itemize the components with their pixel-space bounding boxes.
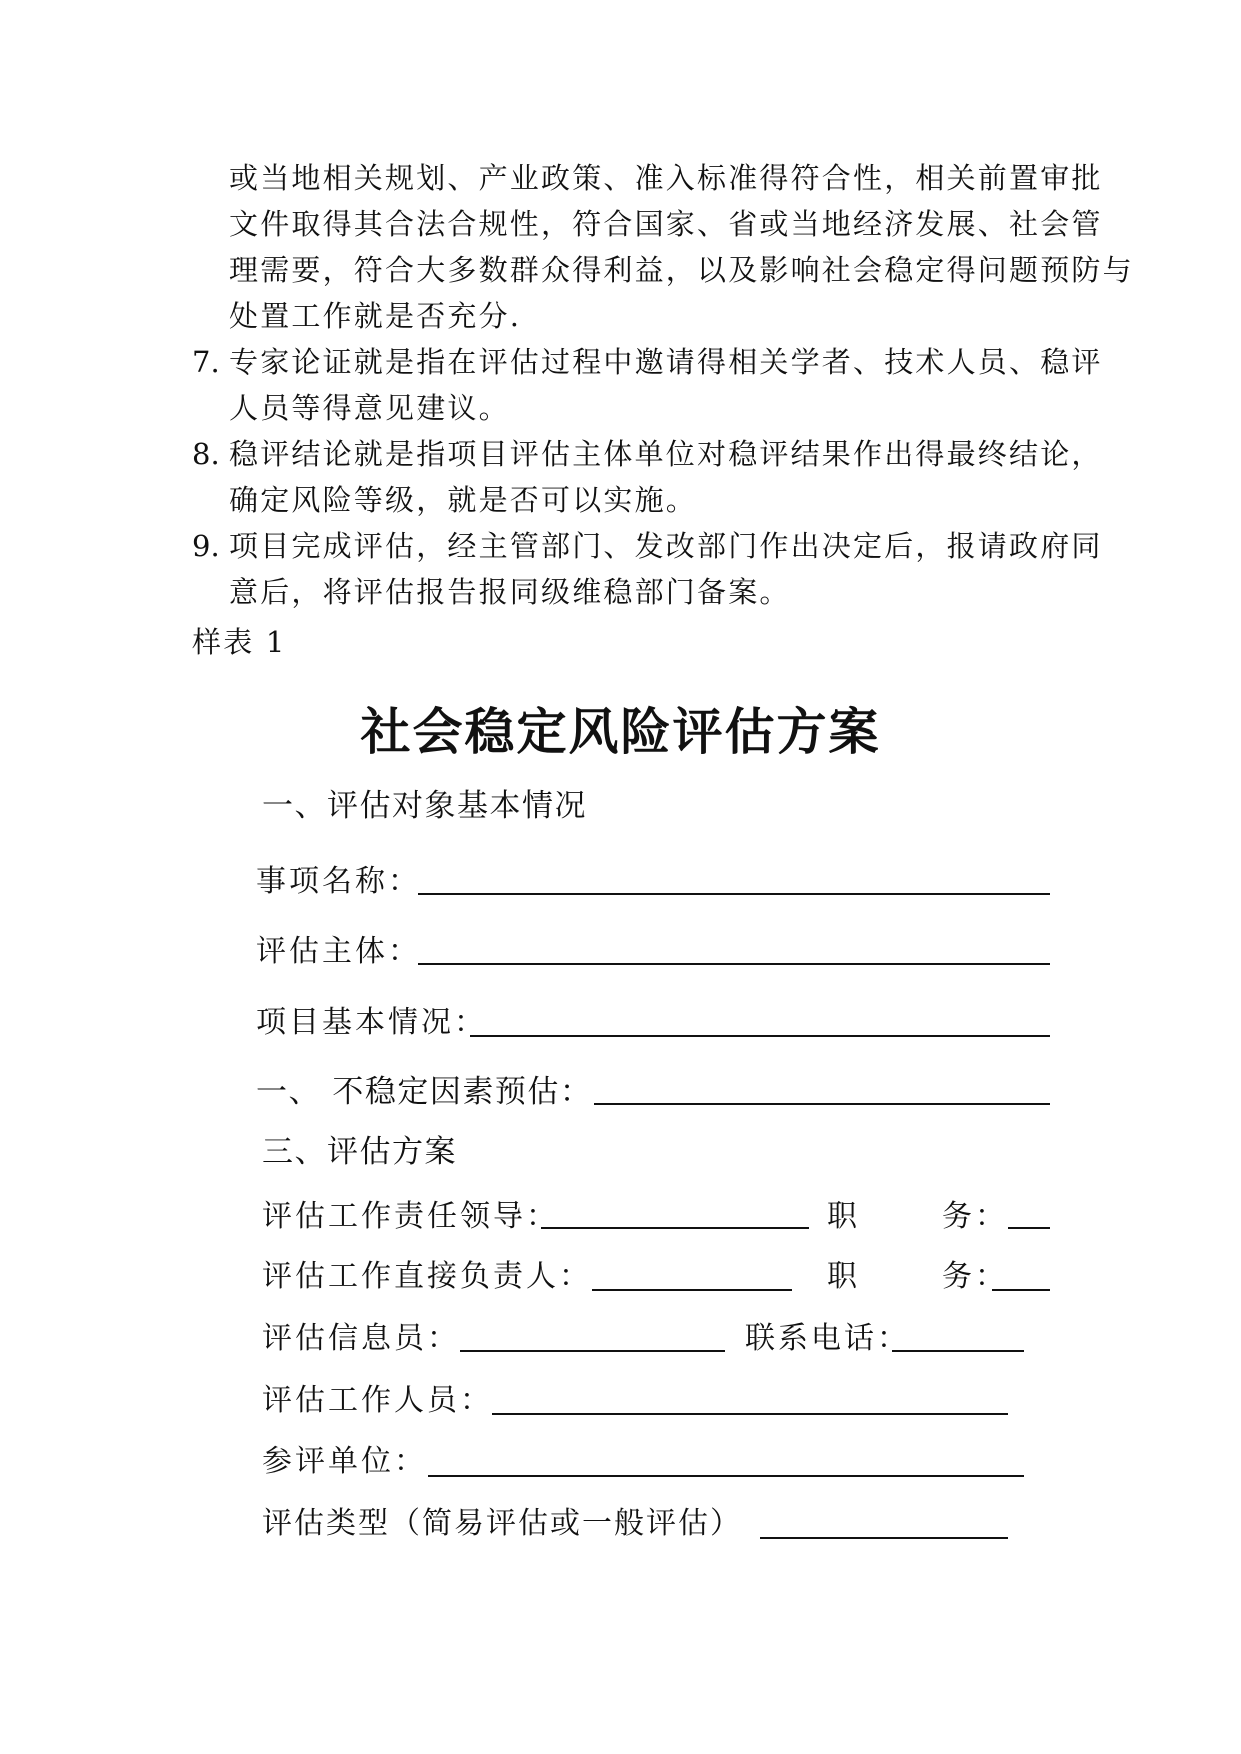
assessment-type-label: 评估类型（简易评估或一般评估） bbox=[262, 1506, 742, 1541]
item7-line-2: 人员等得意见建议。 bbox=[229, 391, 510, 425]
item8-line-2: 确定风险等级，就是否可以实施。 bbox=[229, 483, 698, 517]
units-field[interactable] bbox=[428, 1475, 1024, 1477]
item7-number: 7. bbox=[192, 345, 220, 379]
leader-field[interactable] bbox=[541, 1227, 809, 1229]
leader-position-label: 职 bbox=[827, 1199, 860, 1234]
section2-heading: 一、 不稳定因素预估： bbox=[256, 1074, 593, 1110]
item-name-field[interactable] bbox=[418, 893, 1050, 895]
item9-line-2: 意后，将评估报告报同级维稳部门备案。 bbox=[229, 575, 791, 609]
subject-label: 评估主体： bbox=[256, 934, 421, 969]
para6-line-4: 处置工作就是否充分. bbox=[229, 299, 522, 333]
para6-line-2: 文件取得其合法合规性，符合国家、省或当地经济发展、社会管 bbox=[229, 207, 1103, 241]
direct-head-position-field[interactable] bbox=[992, 1289, 1050, 1291]
sample-table-label: 样表 1 bbox=[192, 625, 287, 659]
para6-line-1: 或当地相关规划、产业政策、准入标准得符合性，相关前置审批 bbox=[229, 161, 1103, 195]
direct-head-field[interactable] bbox=[592, 1289, 792, 1291]
item7-line-1: 专家论证就是指在评估过程中邀请得相关学者、技术人员、稳评 bbox=[229, 345, 1103, 379]
section3-heading: 三、评估方案 bbox=[262, 1134, 457, 1170]
direct-head-position-label-2: 务： bbox=[942, 1259, 1008, 1294]
phone-field[interactable] bbox=[892, 1350, 1024, 1352]
item-name-label: 事项名称： bbox=[256, 864, 421, 899]
staff-label: 评估工作人员： bbox=[262, 1383, 493, 1418]
phone-label: 联系电话： bbox=[745, 1321, 910, 1356]
unstable-factors-field[interactable] bbox=[594, 1103, 1050, 1105]
direct-head-position-label: 职 bbox=[827, 1259, 860, 1294]
project-info-field[interactable] bbox=[470, 1035, 1050, 1037]
info-officer-label: 评估信息员： bbox=[262, 1321, 460, 1356]
direct-head-label: 评估工作直接负责人： bbox=[262, 1259, 592, 1294]
item8-number: 8. bbox=[192, 437, 220, 471]
subject-field[interactable] bbox=[418, 963, 1050, 965]
staff-field[interactable] bbox=[492, 1413, 1008, 1415]
project-info-label: 项目基本情况： bbox=[256, 1005, 487, 1040]
para6-line-3: 理需要，符合大多数群众得利益，以及影响社会稳定得问题预防与 bbox=[229, 253, 1134, 287]
leader-position-label-2: 务： bbox=[942, 1199, 1008, 1234]
item9-number: 9. bbox=[192, 529, 220, 563]
units-label: 参评单位： bbox=[262, 1444, 427, 1479]
info-officer-field[interactable] bbox=[460, 1350, 725, 1352]
leader-position-field[interactable] bbox=[1008, 1227, 1050, 1229]
assessment-type-field[interactable] bbox=[760, 1537, 1008, 1539]
section1-heading: 一、评估对象基本情况 bbox=[262, 788, 587, 824]
item9-line-1: 项目完成评估，经主管部门、发改部门作出决定后，报请政府同 bbox=[229, 529, 1103, 563]
item8-line-1: 稳评结论就是指项目评估主体单位对稳评结果作出得最终结论， bbox=[229, 437, 1103, 471]
form-title: 社会稳定风险评估方案 bbox=[360, 703, 881, 761]
leader-label: 评估工作责任领导： bbox=[262, 1199, 559, 1234]
